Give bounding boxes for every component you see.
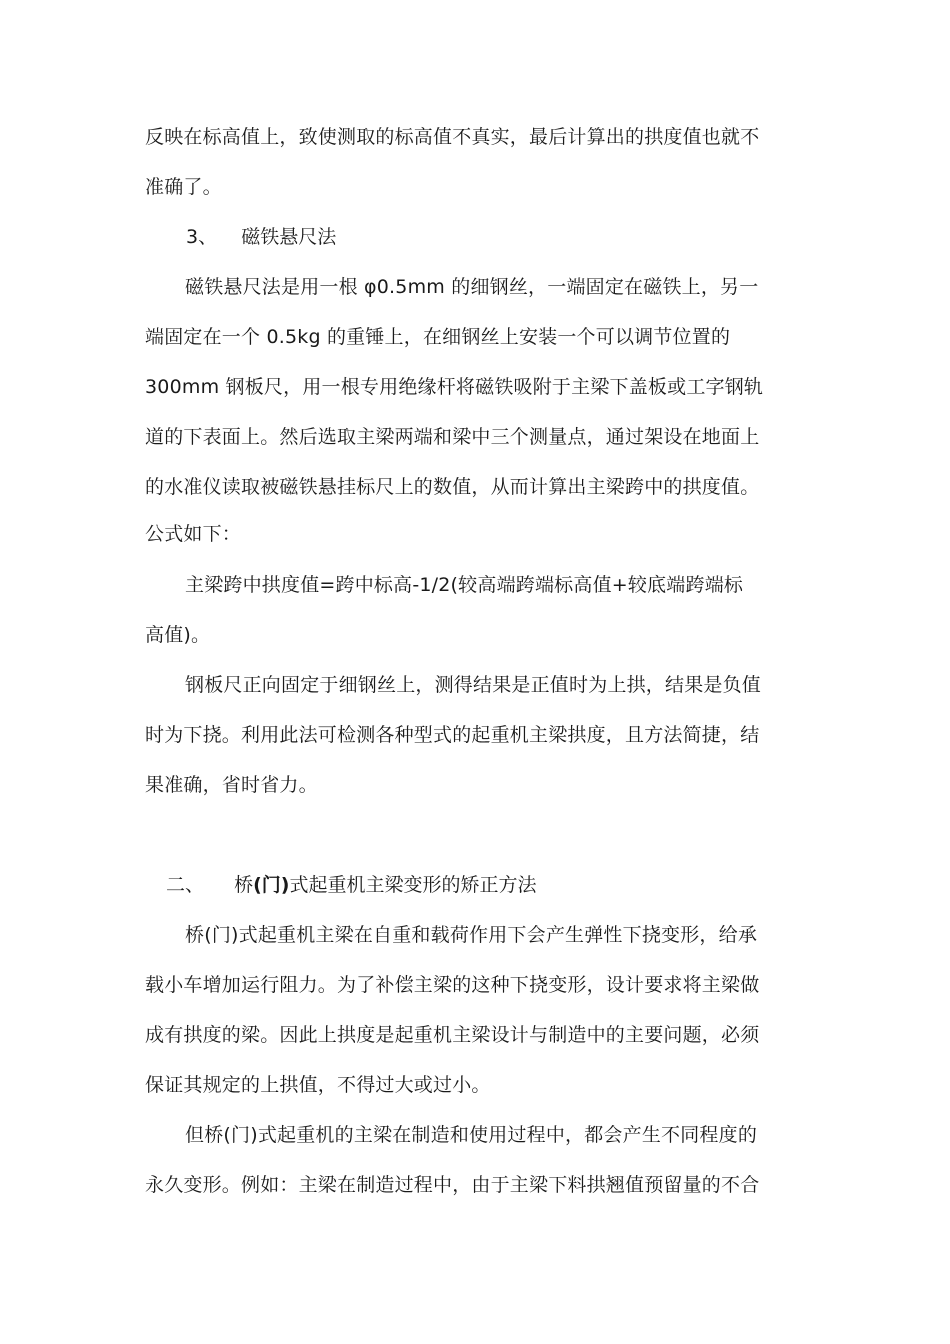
paragraph-intro — [145, 112, 807, 212]
text-line: 时为下挠。利用此法可检测各种型式的起重机主梁拱度，且方法简捷，结 — [145, 724, 760, 746]
text-line: 公式如下： — [145, 523, 242, 545]
section-number: 二、 — [166, 874, 205, 896]
text-line: 成有拱度的梁。因此上拱度是起重机主梁设计与制造中的主要问题，必须 — [145, 1024, 760, 1046]
text-line: 载小车增加运行阻力。为了补偿主梁的这种下挠变形，设计要求将主梁做 — [145, 974, 760, 996]
paragraph-magnet-method — [145, 262, 807, 556]
text-line: 端固定在一个 0.5kg 的重锤上，在细钢丝上安装一个可以调节位置的 — [145, 326, 731, 348]
text-line: 的水准仪读取被磁铁悬挂标尺上的数值，从而计算出主梁跨中的拱度值。 — [145, 476, 760, 498]
text-line: 300mm 钢板尺，用一根专用绝缘杆将磁铁吸附于主梁下盖板或工字钢轨 — [145, 376, 764, 398]
section-title-paren: (门) — [253, 874, 290, 896]
paragraph-ruler — [145, 660, 807, 810]
formula-line: 高值)。 — [145, 624, 211, 646]
section-title-post: 式起重机主梁变形的矫正方法 — [289, 874, 537, 896]
text-line: 准确了。 — [145, 176, 222, 198]
text-line: 保证其规定的上拱值，不得过大或过小。 — [145, 1074, 491, 1096]
text-line: 钢板尺正向固定于细钢丝上，测得结果是正值时为上拱，结果是负值 — [185, 674, 762, 696]
paragraph-crane-deflection — [145, 910, 807, 1110]
formula-line: 主梁跨中拱度值=跨中标高-1/2(较高端跨端标高值+较底端跨端标 — [185, 574, 744, 596]
text-line: 永久变形。例如：主梁在制造过程中，由于主梁下料拱翘值预留量的不合 — [145, 1174, 760, 1196]
text-line: 磁铁悬尺法是用一根 φ0.5mm 的细钢丝，一端固定在磁铁上，另一 — [185, 276, 759, 298]
text-line: 但桥(门)式起重机的主梁在制造和使用过程中，都会产生不同程度的 — [185, 1124, 758, 1146]
paragraph-permanent-deformation — [145, 1110, 807, 1210]
text-line: 桥(门)式起重机主梁在自重和载荷作用下会产生弹性下挠变形，给承 — [185, 924, 758, 946]
section-title-pre: 桥 — [234, 874, 254, 896]
text-line: 果准确，省时省力。 — [145, 774, 318, 796]
text-line: 道的下表面上。然后选取主梁两端和梁中三个测量点，通过架设在地面上 — [145, 426, 760, 448]
section-title: 磁铁悬尺法 — [241, 226, 337, 248]
paragraph-formula — [145, 560, 807, 660]
section-number: 3、 — [186, 226, 218, 248]
text-line: 反映在标高值上，致使测取的标高值不真实，最后计算出的拱度值也就不 — [145, 126, 760, 148]
section-heading-3 — [186, 212, 336, 262]
section-heading-2 — [166, 860, 537, 910]
